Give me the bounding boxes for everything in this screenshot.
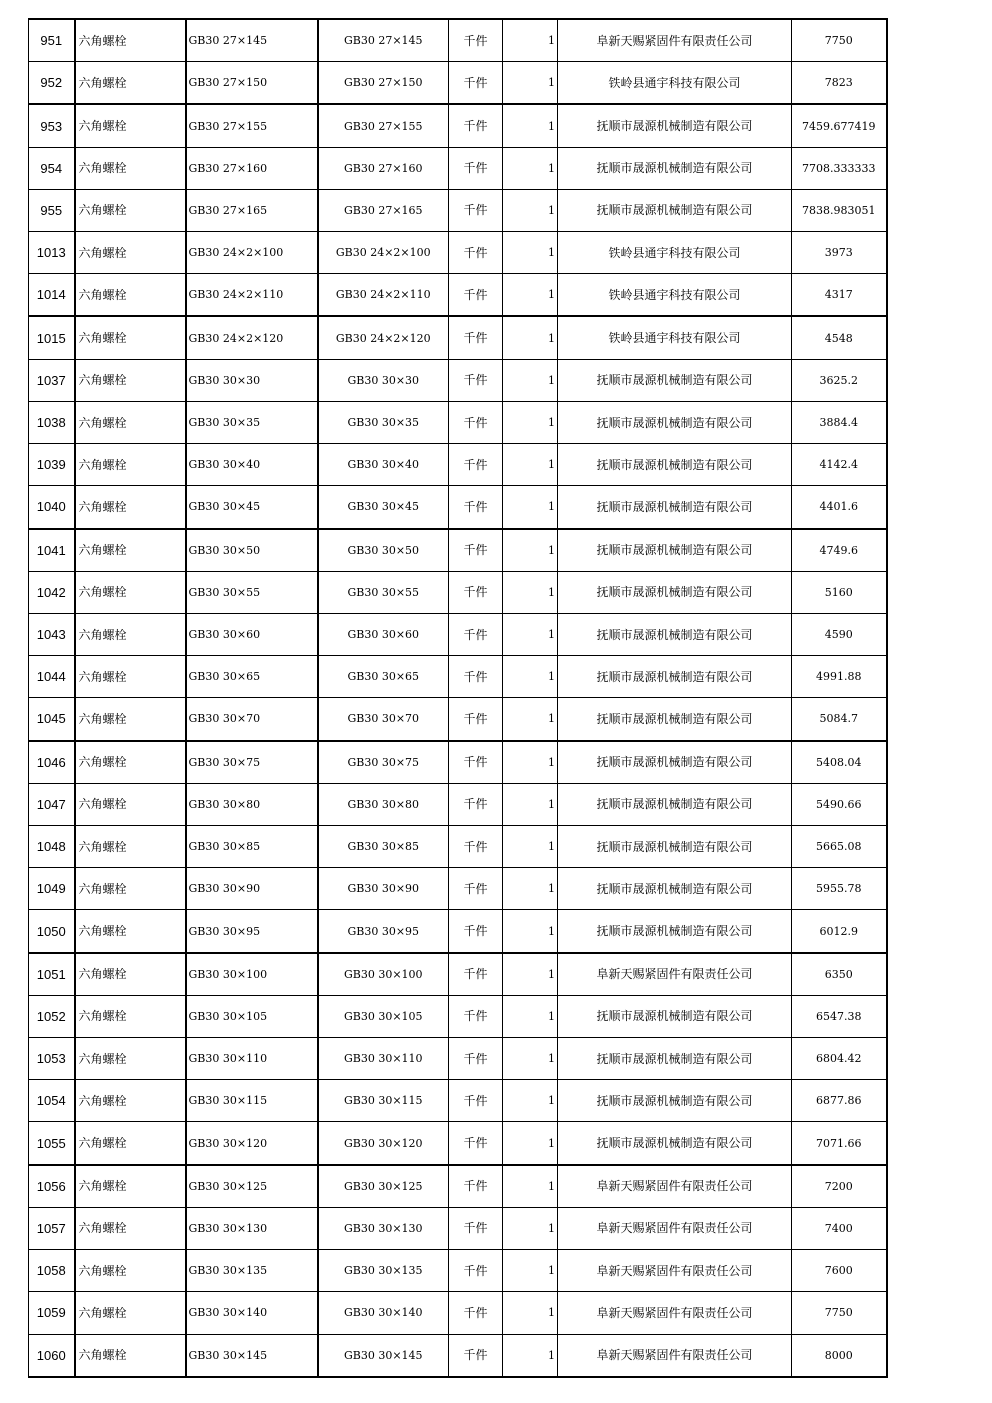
unit-cell: 千件 (449, 444, 503, 486)
spec-cell: GB30 30×40 (186, 444, 318, 486)
table-row (29, 613, 887, 655)
quantity-cell: 1 (503, 147, 558, 189)
table-row (29, 62, 887, 105)
product-name-cell: 六角螺栓 (75, 741, 186, 784)
product-name-cell: 六角螺栓 (75, 359, 186, 401)
model-cell: GB30 30×105 (318, 995, 449, 1037)
unit-cell: 千件 (449, 995, 503, 1037)
quantity-cell: 1 (503, 783, 558, 825)
row-number-cell: 1041 (29, 529, 75, 572)
price-cell: 5955.78 (792, 868, 887, 910)
product-name-cell: 六角螺栓 (75, 232, 186, 274)
unit-cell: 千件 (449, 316, 503, 359)
table-row (29, 910, 887, 953)
model-cell: GB30 30×30 (318, 359, 449, 401)
quantity-cell: 1 (503, 1165, 558, 1208)
product-name-cell: 六角螺栓 (75, 104, 186, 147)
product-name-cell: 六角螺栓 (75, 19, 186, 62)
row-number-cell: 951 (29, 19, 75, 62)
product-name-cell: 六角螺栓 (75, 1334, 186, 1377)
model-cell: GB30 27×155 (318, 104, 449, 147)
price-cell: 7708.333333 (792, 147, 887, 189)
product-name-cell: 六角螺栓 (75, 189, 186, 231)
model-cell: GB30 30×95 (318, 910, 449, 953)
price-cell: 6012.9 (792, 910, 887, 953)
supplier-cell: 抚顺市晟源机械制造有限公司 (558, 741, 792, 784)
product-name-cell: 六角螺栓 (75, 995, 186, 1037)
spec-cell: GB30 30×60 (186, 613, 318, 655)
row-number-cell: 1044 (29, 656, 75, 698)
quantity-cell: 1 (503, 868, 558, 910)
unit-cell: 千件 (449, 910, 503, 953)
row-number-cell: 1051 (29, 953, 75, 996)
model-cell: GB30 30×85 (318, 826, 449, 868)
model-cell: GB30 30×35 (318, 401, 449, 443)
table-row (29, 359, 887, 401)
table-row (29, 1292, 887, 1334)
supplier-cell: 阜新天赐紧固件有限责任公司 (558, 1334, 792, 1377)
supplier-cell: 抚顺市晟源机械制造有限公司 (558, 104, 792, 147)
table-row (29, 232, 887, 274)
price-cell: 6350 (792, 953, 887, 996)
spec-cell: GB30 30×110 (186, 1038, 318, 1080)
price-cell: 8000 (792, 1334, 887, 1377)
quantity-cell: 1 (503, 1080, 558, 1122)
quantity-cell: 1 (503, 741, 558, 784)
unit-cell: 千件 (449, 1038, 503, 1080)
price-cell: 4401.6 (792, 486, 887, 529)
product-name-cell: 六角螺栓 (75, 826, 186, 868)
table-row (29, 1038, 887, 1080)
spec-cell: GB30 30×140 (186, 1292, 318, 1334)
product-name-cell: 六角螺栓 (75, 274, 186, 317)
model-cell: GB30 30×130 (318, 1207, 449, 1249)
quantity-cell: 1 (503, 1207, 558, 1249)
product-name-cell: 六角螺栓 (75, 698, 186, 741)
supplier-cell: 铁岭县通宇科技有限公司 (558, 232, 792, 274)
spec-cell: GB30 24×2×110 (186, 274, 318, 317)
table-row (29, 274, 887, 317)
price-cell: 7838.983051 (792, 189, 887, 231)
price-cell: 3884.4 (792, 401, 887, 443)
spec-cell: GB30 30×120 (186, 1122, 318, 1165)
quantity-cell: 1 (503, 1334, 558, 1377)
quantity-cell: 1 (503, 1292, 558, 1334)
unit-cell: 千件 (449, 147, 503, 189)
table-row (29, 868, 887, 910)
spec-cell: GB30 27×160 (186, 147, 318, 189)
model-cell: GB30 30×80 (318, 783, 449, 825)
spec-cell: GB30 30×30 (186, 359, 318, 401)
supplier-cell: 铁岭县通宇科技有限公司 (558, 316, 792, 359)
product-name-cell: 六角螺栓 (75, 1080, 186, 1122)
product-name-cell: 六角螺栓 (75, 1207, 186, 1249)
model-cell: GB30 30×65 (318, 656, 449, 698)
unit-cell: 千件 (449, 232, 503, 274)
unit-cell: 千件 (449, 1292, 503, 1334)
price-cell: 6547.38 (792, 995, 887, 1037)
table-row (29, 486, 887, 529)
quantity-cell: 1 (503, 995, 558, 1037)
row-number-cell: 1047 (29, 783, 75, 825)
product-name-cell: 六角螺栓 (75, 486, 186, 529)
spec-cell: GB30 27×150 (186, 62, 318, 105)
table-row (29, 698, 887, 741)
spec-cell: GB30 30×45 (186, 486, 318, 529)
price-cell: 5084.7 (792, 698, 887, 741)
unit-cell: 千件 (449, 529, 503, 572)
model-cell: GB30 27×165 (318, 189, 449, 231)
quantity-cell: 1 (503, 529, 558, 572)
model-cell: GB30 24×2×110 (318, 274, 449, 317)
spec-cell: GB30 24×2×120 (186, 316, 318, 359)
spec-cell: GB30 30×70 (186, 698, 318, 741)
unit-cell: 千件 (449, 401, 503, 443)
model-cell: GB30 30×125 (318, 1165, 449, 1208)
supplier-cell: 抚顺市晟源机械制造有限公司 (558, 401, 792, 443)
product-name-cell: 六角螺栓 (75, 571, 186, 613)
price-cell: 4548 (792, 316, 887, 359)
quantity-cell: 1 (503, 274, 558, 317)
row-number-cell: 952 (29, 62, 75, 105)
table-row (29, 104, 887, 147)
table-row (29, 571, 887, 613)
unit-cell: 千件 (449, 274, 503, 317)
supplier-cell: 抚顺市晟源机械制造有限公司 (558, 1038, 792, 1080)
spec-cell: GB30 27×165 (186, 189, 318, 231)
supplier-cell: 抚顺市晟源机械制造有限公司 (558, 444, 792, 486)
quantity-cell: 1 (503, 910, 558, 953)
spec-cell: GB30 27×155 (186, 104, 318, 147)
quantity-cell: 1 (503, 1250, 558, 1292)
supplier-cell: 抚顺市晟源机械制造有限公司 (558, 1080, 792, 1122)
model-cell: GB30 30×115 (318, 1080, 449, 1122)
supplier-cell: 抚顺市晟源机械制造有限公司 (558, 995, 792, 1037)
price-cell: 7400 (792, 1207, 887, 1249)
product-name-cell: 六角螺栓 (75, 529, 186, 572)
model-cell: GB30 30×90 (318, 868, 449, 910)
supplier-cell: 抚顺市晟源机械制造有限公司 (558, 189, 792, 231)
spec-cell: GB30 27×145 (186, 19, 318, 62)
spec-cell: GB30 30×145 (186, 1334, 318, 1377)
product-name-cell: 六角螺栓 (75, 147, 186, 189)
quantity-cell: 1 (503, 486, 558, 529)
table-row (29, 401, 887, 443)
quantity-cell: 1 (503, 953, 558, 996)
price-cell: 3625.2 (792, 359, 887, 401)
row-number-cell: 1043 (29, 613, 75, 655)
spec-cell: GB30 30×55 (186, 571, 318, 613)
model-cell: GB30 30×70 (318, 698, 449, 741)
supplier-cell: 抚顺市晟源机械制造有限公司 (558, 783, 792, 825)
supplier-cell: 阜新天赐紧固件有限责任公司 (558, 953, 792, 996)
price-cell: 4991.88 (792, 656, 887, 698)
quantity-cell: 1 (503, 232, 558, 274)
supplier-cell: 阜新天赐紧固件有限责任公司 (558, 1165, 792, 1208)
price-cell: 7071.66 (792, 1122, 887, 1165)
supplier-cell: 抚顺市晟源机械制造有限公司 (558, 359, 792, 401)
price-cell: 7823 (792, 62, 887, 105)
model-cell: GB30 30×110 (318, 1038, 449, 1080)
model-cell: GB30 27×160 (318, 147, 449, 189)
spec-cell: GB30 30×75 (186, 741, 318, 784)
row-number-cell: 1039 (29, 444, 75, 486)
supplier-cell: 阜新天赐紧固件有限责任公司 (558, 1292, 792, 1334)
unit-cell: 千件 (449, 571, 503, 613)
unit-cell: 千件 (449, 868, 503, 910)
supplier-cell: 铁岭县通宇科技有限公司 (558, 274, 792, 317)
unit-cell: 千件 (449, 826, 503, 868)
product-name-cell: 六角螺栓 (75, 1122, 186, 1165)
row-number-cell: 1015 (29, 316, 75, 359)
table-row (29, 316, 887, 359)
row-number-cell: 1055 (29, 1122, 75, 1165)
row-number-cell: 1056 (29, 1165, 75, 1208)
model-cell: GB30 30×100 (318, 953, 449, 996)
product-name-cell: 六角螺栓 (75, 1292, 186, 1334)
row-number-cell: 1052 (29, 995, 75, 1037)
price-cell: 5490.66 (792, 783, 887, 825)
unit-cell: 千件 (449, 698, 503, 741)
row-number-cell: 1040 (29, 486, 75, 529)
table-row (29, 1250, 887, 1292)
model-cell: GB30 30×145 (318, 1334, 449, 1377)
model-cell: GB30 30×140 (318, 1292, 449, 1334)
unit-cell: 千件 (449, 104, 503, 147)
supplier-cell: 抚顺市晟源机械制造有限公司 (558, 486, 792, 529)
row-number-cell: 954 (29, 147, 75, 189)
unit-cell: 千件 (449, 62, 503, 105)
row-number-cell: 1014 (29, 274, 75, 317)
spec-cell: GB30 30×50 (186, 529, 318, 572)
quantity-cell: 1 (503, 1122, 558, 1165)
supplier-cell: 抚顺市晟源机械制造有限公司 (558, 656, 792, 698)
quantity-cell: 1 (503, 656, 558, 698)
spec-cell: GB30 30×95 (186, 910, 318, 953)
supplier-cell: 阜新天赐紧固件有限责任公司 (558, 19, 792, 62)
spec-cell: GB30 24×2×100 (186, 232, 318, 274)
table-row (29, 529, 887, 572)
product-name-cell: 六角螺栓 (75, 613, 186, 655)
row-number-cell: 1060 (29, 1334, 75, 1377)
supplier-cell: 抚顺市晟源机械制造有限公司 (558, 529, 792, 572)
model-cell: GB30 30×75 (318, 741, 449, 784)
table-row (29, 1334, 887, 1377)
quantity-cell: 1 (503, 104, 558, 147)
unit-cell: 千件 (449, 783, 503, 825)
table-row (29, 444, 887, 486)
table-row (29, 953, 887, 996)
quantity-cell: 1 (503, 571, 558, 613)
table-row (29, 1165, 887, 1208)
price-cell: 7750 (792, 1292, 887, 1334)
table-row (29, 826, 887, 868)
table-row (29, 1080, 887, 1122)
price-cell: 5408.04 (792, 741, 887, 784)
model-cell: GB30 30×55 (318, 571, 449, 613)
row-number-cell: 1054 (29, 1080, 75, 1122)
row-number-cell: 1013 (29, 232, 75, 274)
price-cell: 7750 (792, 19, 887, 62)
supplier-cell: 阜新天赐紧固件有限责任公司 (558, 1207, 792, 1249)
table-row (29, 656, 887, 698)
product-name-cell: 六角螺栓 (75, 656, 186, 698)
product-name-cell: 六角螺栓 (75, 868, 186, 910)
model-cell: GB30 30×120 (318, 1122, 449, 1165)
supplier-cell: 抚顺市晟源机械制造有限公司 (558, 147, 792, 189)
quantity-cell: 1 (503, 19, 558, 62)
unit-cell: 千件 (449, 656, 503, 698)
unit-cell: 千件 (449, 359, 503, 401)
price-cell: 6877.86 (792, 1080, 887, 1122)
row-number-cell: 1049 (29, 868, 75, 910)
model-cell: GB30 27×150 (318, 62, 449, 105)
model-cell: GB30 24×2×100 (318, 232, 449, 274)
model-cell: GB30 24×2×120 (318, 316, 449, 359)
table-row (29, 189, 887, 231)
row-number-cell: 953 (29, 104, 75, 147)
product-name-cell: 六角螺栓 (75, 444, 186, 486)
table-row (29, 741, 887, 784)
supplier-cell: 抚顺市晟源机械制造有限公司 (558, 1122, 792, 1165)
quantity-cell: 1 (503, 401, 558, 443)
quantity-cell: 1 (503, 444, 558, 486)
spec-cell: GB30 30×35 (186, 401, 318, 443)
table-body (29, 19, 887, 1377)
model-cell: GB30 30×45 (318, 486, 449, 529)
unit-cell: 千件 (449, 613, 503, 655)
product-name-cell: 六角螺栓 (75, 401, 186, 443)
row-number-cell: 1038 (29, 401, 75, 443)
row-number-cell: 1059 (29, 1292, 75, 1334)
quantity-cell: 1 (503, 613, 558, 655)
spec-cell: GB30 30×80 (186, 783, 318, 825)
quantity-cell: 1 (503, 698, 558, 741)
price-cell: 4317 (792, 274, 887, 317)
spec-cell: GB30 30×90 (186, 868, 318, 910)
price-cell: 4749.6 (792, 529, 887, 572)
price-cell: 7600 (792, 1250, 887, 1292)
supplier-cell: 抚顺市晟源机械制造有限公司 (558, 868, 792, 910)
model-cell: GB30 30×40 (318, 444, 449, 486)
model-cell: GB30 30×135 (318, 1250, 449, 1292)
product-name-cell: 六角螺栓 (75, 783, 186, 825)
supplier-cell: 抚顺市晟源机械制造有限公司 (558, 910, 792, 953)
unit-cell: 千件 (449, 189, 503, 231)
supplier-cell: 铁岭县通宇科技有限公司 (558, 62, 792, 105)
row-number-cell: 1050 (29, 910, 75, 953)
product-name-cell: 六角螺栓 (75, 1038, 186, 1080)
spec-cell: GB30 30×130 (186, 1207, 318, 1249)
supplier-cell: 抚顺市晟源机械制造有限公司 (558, 571, 792, 613)
table-row (29, 1207, 887, 1249)
spec-cell: GB30 30×105 (186, 995, 318, 1037)
row-number-cell: 1037 (29, 359, 75, 401)
row-number-cell: 1053 (29, 1038, 75, 1080)
quantity-cell: 1 (503, 1038, 558, 1080)
unit-cell: 千件 (449, 1165, 503, 1208)
unit-cell: 千件 (449, 953, 503, 996)
unit-cell: 千件 (449, 1250, 503, 1292)
row-number-cell: 1046 (29, 741, 75, 784)
supplier-cell: 抚顺市晟源机械制造有限公司 (558, 613, 792, 655)
spec-cell: GB30 30×100 (186, 953, 318, 996)
row-number-cell: 955 (29, 189, 75, 231)
product-name-cell: 六角螺栓 (75, 1165, 186, 1208)
spec-cell: GB30 30×125 (186, 1165, 318, 1208)
row-number-cell: 1048 (29, 826, 75, 868)
spec-cell: GB30 30×85 (186, 826, 318, 868)
price-table (28, 18, 888, 1378)
table-row (29, 783, 887, 825)
supplier-cell: 阜新天赐紧固件有限责任公司 (558, 1250, 792, 1292)
quantity-cell: 1 (503, 826, 558, 868)
row-number-cell: 1045 (29, 698, 75, 741)
product-name-cell: 六角螺栓 (75, 316, 186, 359)
unit-cell: 千件 (449, 1207, 503, 1249)
row-number-cell: 1042 (29, 571, 75, 613)
unit-cell: 千件 (449, 1080, 503, 1122)
product-name-cell: 六角螺栓 (75, 62, 186, 105)
spec-cell: GB30 30×115 (186, 1080, 318, 1122)
unit-cell: 千件 (449, 1122, 503, 1165)
spec-cell: GB30 30×135 (186, 1250, 318, 1292)
price-cell: 7200 (792, 1165, 887, 1208)
price-cell: 4142.4 (792, 444, 887, 486)
row-number-cell: 1057 (29, 1207, 75, 1249)
product-name-cell: 六角螺栓 (75, 910, 186, 953)
quantity-cell: 1 (503, 359, 558, 401)
price-cell: 5665.08 (792, 826, 887, 868)
quantity-cell: 1 (503, 62, 558, 105)
unit-cell: 千件 (449, 1334, 503, 1377)
price-cell: 5160 (792, 571, 887, 613)
row-number-cell: 1058 (29, 1250, 75, 1292)
table-row (29, 1122, 887, 1165)
price-cell: 6804.42 (792, 1038, 887, 1080)
supplier-cell: 抚顺市晟源机械制造有限公司 (558, 826, 792, 868)
unit-cell: 千件 (449, 741, 503, 784)
table-row (29, 995, 887, 1037)
price-cell: 7459.677419 (792, 104, 887, 147)
quantity-cell: 1 (503, 189, 558, 231)
model-cell: GB30 30×50 (318, 529, 449, 572)
product-name-cell: 六角螺栓 (75, 1250, 186, 1292)
table-row (29, 147, 887, 189)
model-cell: GB30 27×145 (318, 19, 449, 62)
supplier-cell: 抚顺市晟源机械制造有限公司 (558, 698, 792, 741)
quantity-cell: 1 (503, 316, 558, 359)
table-row (29, 19, 887, 62)
price-cell: 4590 (792, 613, 887, 655)
price-cell: 3973 (792, 232, 887, 274)
unit-cell: 千件 (449, 486, 503, 529)
spec-cell: GB30 30×65 (186, 656, 318, 698)
product-name-cell: 六角螺栓 (75, 953, 186, 996)
unit-cell: 千件 (449, 19, 503, 62)
model-cell: GB30 30×60 (318, 613, 449, 655)
